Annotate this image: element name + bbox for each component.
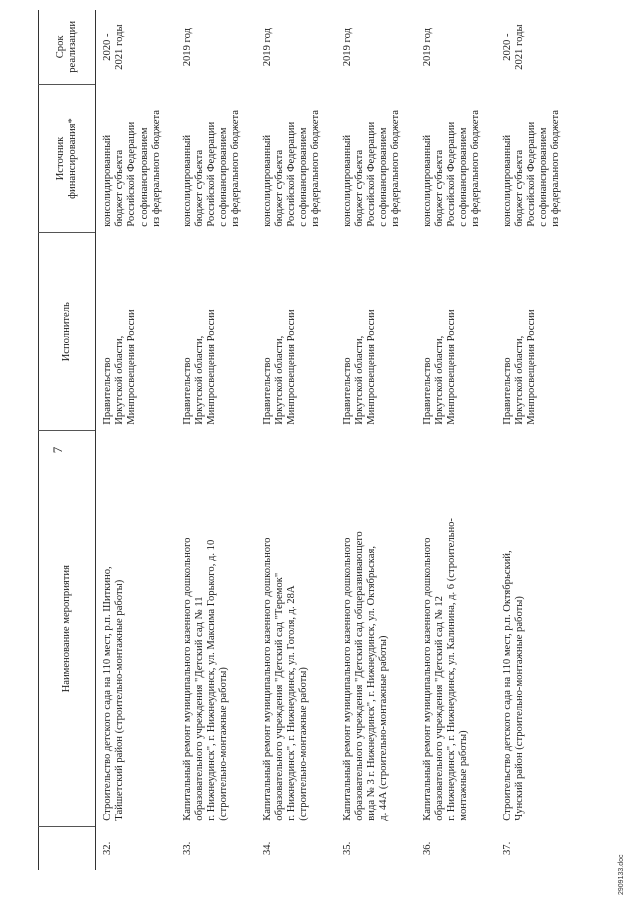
header-source-line: финансирования* (67, 118, 78, 199)
funding-source-line: Российской Федерации (525, 121, 537, 227)
measure-name-line: вида № 3 г. Нижнеудинск", г. Нижнеудинск, ул. Октябрьская, (365, 546, 377, 821)
funding-source-line: бюджет субъекта (353, 149, 365, 227)
executor-line: Минпросвещения России (445, 309, 457, 425)
table-row (256, 10, 336, 870)
measure-name-line: Капитальный ремонт муниципального казенного дошкольного (341, 537, 353, 821)
implementation-term (336, 10, 416, 84)
measure-name-line: (строительно-монтажные работы) (218, 667, 230, 821)
header-name: Наименование мероприятия (39, 431, 96, 827)
implementation-term (256, 10, 336, 84)
page-number: 7 (50, 446, 65, 454)
funding-source (256, 84, 336, 232)
executor-line: Иркутской области, (193, 335, 205, 425)
measure-name-line: г. Нижнеудинск", г. Нижнеудинск, ул. Максима Горького, д. 10 (205, 539, 217, 821)
funding-source (176, 84, 256, 232)
executor-line: Иркутской области, (114, 335, 126, 425)
funding-source-line: бюджет субъекта (433, 149, 445, 227)
funding-source-line: из федерального бюджета (230, 110, 242, 227)
funding-source-line: бюджет субъекта (193, 149, 205, 227)
measure-name-line: Строительство детского сада на 110 мест, р.п. Шиткино, (102, 566, 113, 821)
funding-source-line: с софинансированием (218, 127, 230, 227)
funding-source (336, 84, 416, 232)
table-row (416, 10, 496, 870)
funding-source-line: из федерального бюджета (390, 110, 402, 227)
funding-source (416, 84, 496, 232)
measure-name-line: Капитальный ремонт муниципального казенного дошкольного (421, 537, 433, 821)
table-row (96, 10, 176, 870)
funding-source-line: консолидированный (501, 135, 513, 227)
measure-name-line: г. Нижнеудинск", г. Нижнеудинск, ул. Гоголя, д. 28А (285, 585, 297, 821)
funding-source-line: с софинансированием (378, 127, 390, 227)
executor (96, 233, 176, 431)
implementation-term (96, 10, 176, 84)
header-term (39, 10, 96, 84)
funding-source-line: консолидированный (341, 135, 353, 227)
row-number: 33. (181, 841, 193, 855)
funding-source-line: консолидированный (181, 135, 193, 227)
measure-name-line: д. 44А (строительно-монтажные работы) (378, 635, 390, 821)
executor (496, 233, 576, 431)
executor-line: Иркутской области, (513, 335, 525, 425)
term-line: 2019 год (261, 27, 273, 67)
implementation-term (496, 10, 576, 84)
measure-name-line: Чунский район (строительно-монтажные работы) (513, 596, 525, 821)
measure-name (176, 431, 256, 827)
executor-line: Минпросвещения России (285, 309, 297, 425)
executor (416, 233, 496, 431)
executor-line: Иркутской области, (273, 335, 285, 425)
funding-source-line: консолидированный (102, 135, 113, 227)
funding-source-line: из федерального бюджета (470, 110, 482, 227)
funding-source-line: с софинансированием (458, 127, 470, 227)
executor (336, 233, 416, 431)
funding-source-line: консолидированный (421, 135, 433, 227)
executor-line: Правительство (421, 357, 433, 425)
executor-line: Иркутской области, (353, 335, 365, 425)
measure-name (256, 431, 336, 827)
header-term-line: реализации (67, 21, 78, 73)
measure-name (416, 431, 496, 827)
executor-line: Минпросвещения России (205, 309, 217, 425)
measure-name-line: образовательного учреждения "Детский сад № 12 (433, 596, 445, 821)
term-line: 2019 год (181, 27, 193, 67)
table-header-row (39, 10, 96, 870)
row-number: 37. (501, 841, 513, 855)
term-line: 2020 - (102, 33, 113, 61)
header-executor: Исполнитель (39, 233, 96, 431)
funding-source-line: бюджет субъекта (114, 149, 126, 227)
executor-line: Правительство (501, 357, 513, 425)
table-row (336, 10, 416, 870)
funding-source-line: из федерального бюджета (310, 110, 322, 227)
measure-name-line: (строительно-монтажные работы) (298, 667, 310, 821)
funding-source-line: бюджет субъекта (273, 149, 285, 227)
executor-line: Иркутской области, (433, 335, 445, 425)
header-source (39, 84, 96, 232)
funding-source-line: Российской Федерации (285, 121, 297, 227)
funding-source-line: с софинансированием (138, 127, 150, 227)
measure-name-line: г. Нижнеудинск", г. Нижнеудинск, ул. Калинина, д. 6 (строительно- (445, 518, 457, 821)
term-line: 2020 - (501, 33, 513, 61)
executor (176, 233, 256, 431)
measure-name-line: монтажные работы) (458, 730, 470, 821)
header-term-line: Срок (54, 35, 66, 59)
executor-line: Правительство (341, 357, 353, 425)
funding-source (96, 84, 176, 232)
funding-source-line: из федерального бюджета (550, 110, 562, 227)
executor-line: Правительство (181, 357, 193, 425)
funding-source-line: Российской Федерации (365, 121, 377, 227)
measure-name (336, 431, 416, 827)
term-line: 2019 год (421, 27, 433, 67)
funding-source-line: из федерального бюджета (150, 110, 162, 227)
measure-name-line: образовательного учреждения "Детский сад общеразвивающего (353, 531, 365, 821)
measure-name-line: образовательного учреждения "Детский сад "Теремок" (273, 572, 285, 821)
executor-line: Правительство (261, 357, 273, 425)
executor-line: Правительство (102, 357, 113, 425)
row-number: 36. (421, 841, 433, 855)
funding-source-line: бюджет субъекта (513, 149, 525, 227)
funding-source (496, 84, 576, 232)
row-number: 35. (341, 841, 353, 855)
funding-source-line: консолидированный (261, 135, 273, 227)
table-row (176, 10, 256, 870)
table-body (96, 10, 576, 870)
row-number: 34. (261, 841, 273, 855)
term-line: 2021 годы (513, 24, 525, 70)
table-row (496, 10, 576, 870)
footer-file-code: 2909133.doc (618, 854, 625, 895)
term-line: 2019 год (341, 27, 353, 67)
executor-line: Минпросвещения России (525, 309, 537, 425)
executor (256, 233, 336, 431)
measure-name-line: Капитальный ремонт муниципального казенного дошкольного (261, 537, 273, 821)
funding-source-line: Российской Федерации (445, 121, 457, 227)
implementation-term (416, 10, 496, 84)
executor-line: Минпросвещения России (126, 309, 138, 425)
header-source-line: Источник (54, 136, 66, 181)
implementation-term (176, 10, 256, 84)
measure-name-line: Тайшетский район (строительно-монтажные работы) (114, 579, 126, 821)
measure-name-line: Строительство детского сада на 110 мест, р.п. Октябрьский, (501, 550, 513, 821)
funding-source-line: Российской Федерации (126, 121, 138, 227)
measure-name-line: Капитальный ремонт муниципального казенного дошкольного (181, 537, 193, 821)
funding-source-line: Российской Федерации (205, 121, 217, 227)
measure-name-line: образовательного учреждения "Детский сад № 11 (193, 596, 205, 821)
measure-name (96, 431, 176, 827)
header-number (39, 827, 96, 870)
funding-source-line: с софинансированием (298, 127, 310, 227)
measure-name (496, 431, 576, 827)
funding-source-line: с софинансированием (538, 127, 550, 227)
row-number: 32. (102, 841, 113, 855)
term-line: 2021 годы (114, 24, 126, 70)
executor-line: Минпросвещения России (365, 309, 377, 425)
measures-table (38, 10, 576, 870)
